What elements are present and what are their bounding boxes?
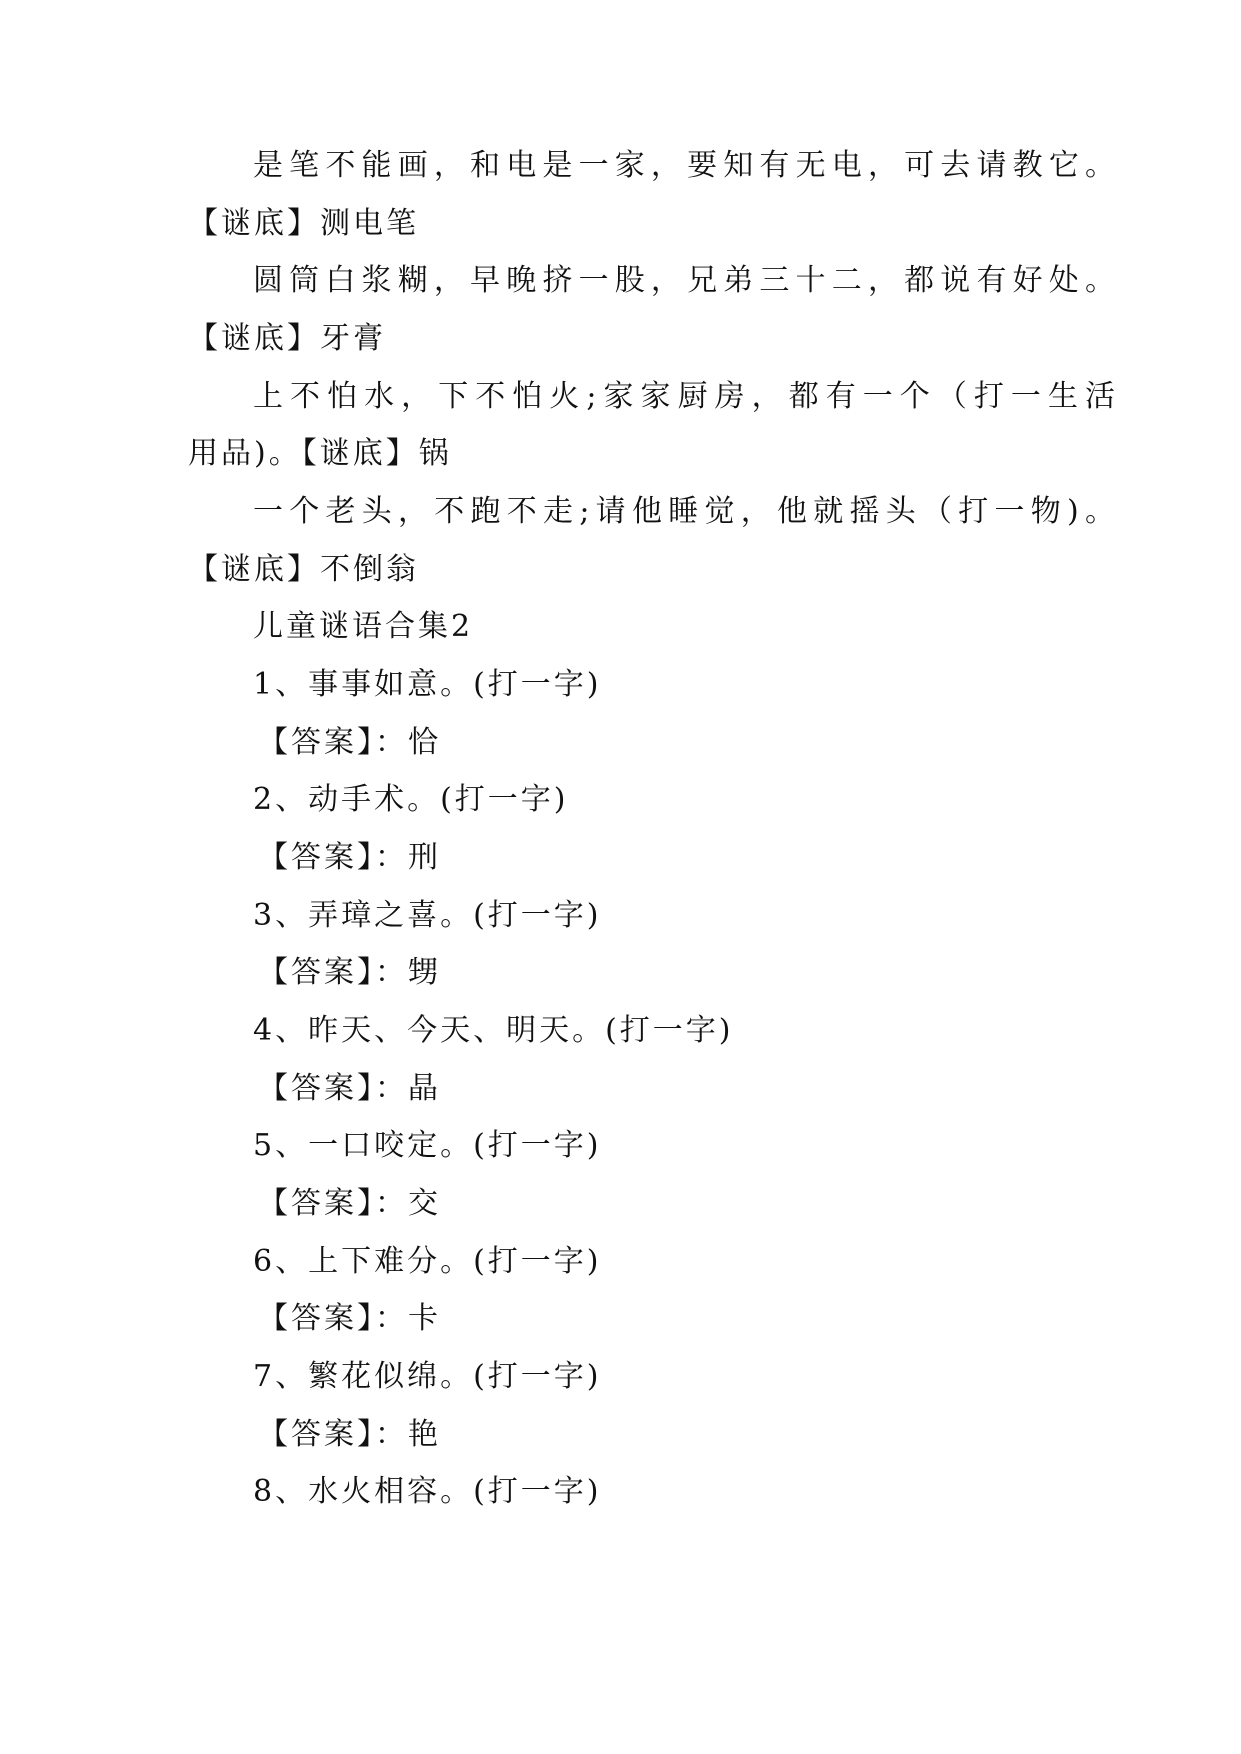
- list-item-question: 7、繁花似绵。(打一字): [253, 1359, 602, 1394]
- list-item-answer: 【答案】：刑: [258, 840, 441, 875]
- list-item-answer: 【答案】：卡: [258, 1301, 441, 1336]
- list-item-question: 5、一口咬定。(打一字): [253, 1128, 602, 1163]
- list-item-question: 3、弄璋之喜。(打一字): [253, 898, 602, 933]
- list-item-answer: 【答案】：交: [258, 1186, 441, 1221]
- list-item-question: 1、事事如意。(打一字): [253, 667, 602, 702]
- riddle-2-answer: 【谜底】牙膏: [188, 321, 386, 356]
- list-item-question: 6、上下难分。(打一字): [253, 1244, 602, 1279]
- riddle-1-text: 是笔不能画，和电是一家，要知有无电，可去请教它。: [253, 148, 1115, 183]
- list-item-answer: 【答案】：恰: [258, 725, 441, 760]
- riddle-3-continuation: 用品)。【谜底】锅: [188, 436, 452, 471]
- list-item-question: 8、水火相容。(打一字): [253, 1474, 602, 1509]
- riddle-3-text: 上不怕水，下不怕火;家家厨房，都有一个（打一生活: [253, 379, 1115, 414]
- list-item-answer: 【答案】：晶: [258, 1071, 441, 1106]
- list-item-answer: 【答案】：艳: [258, 1417, 441, 1452]
- riddle-4-answer: 【谜底】不倒翁: [188, 552, 419, 587]
- list-item-question: 2、动手术。(打一字): [253, 782, 569, 817]
- list-item-question: 4、昨天、今天、明天。(打一字): [253, 1013, 734, 1048]
- riddle-1-answer: 【谜底】测电笔: [188, 206, 419, 241]
- list-item-answer: 【答案】：甥: [258, 955, 441, 990]
- section-title: 儿童谜语合集2: [253, 609, 474, 644]
- riddle-2-text: 圆筒白浆糊，早晚挤一股，兄弟三十二，都说有好处。: [253, 263, 1115, 298]
- riddle-4-text: 一个老头，不跑不走;请他睡觉，他就摇头（打一物)。: [253, 494, 1115, 529]
